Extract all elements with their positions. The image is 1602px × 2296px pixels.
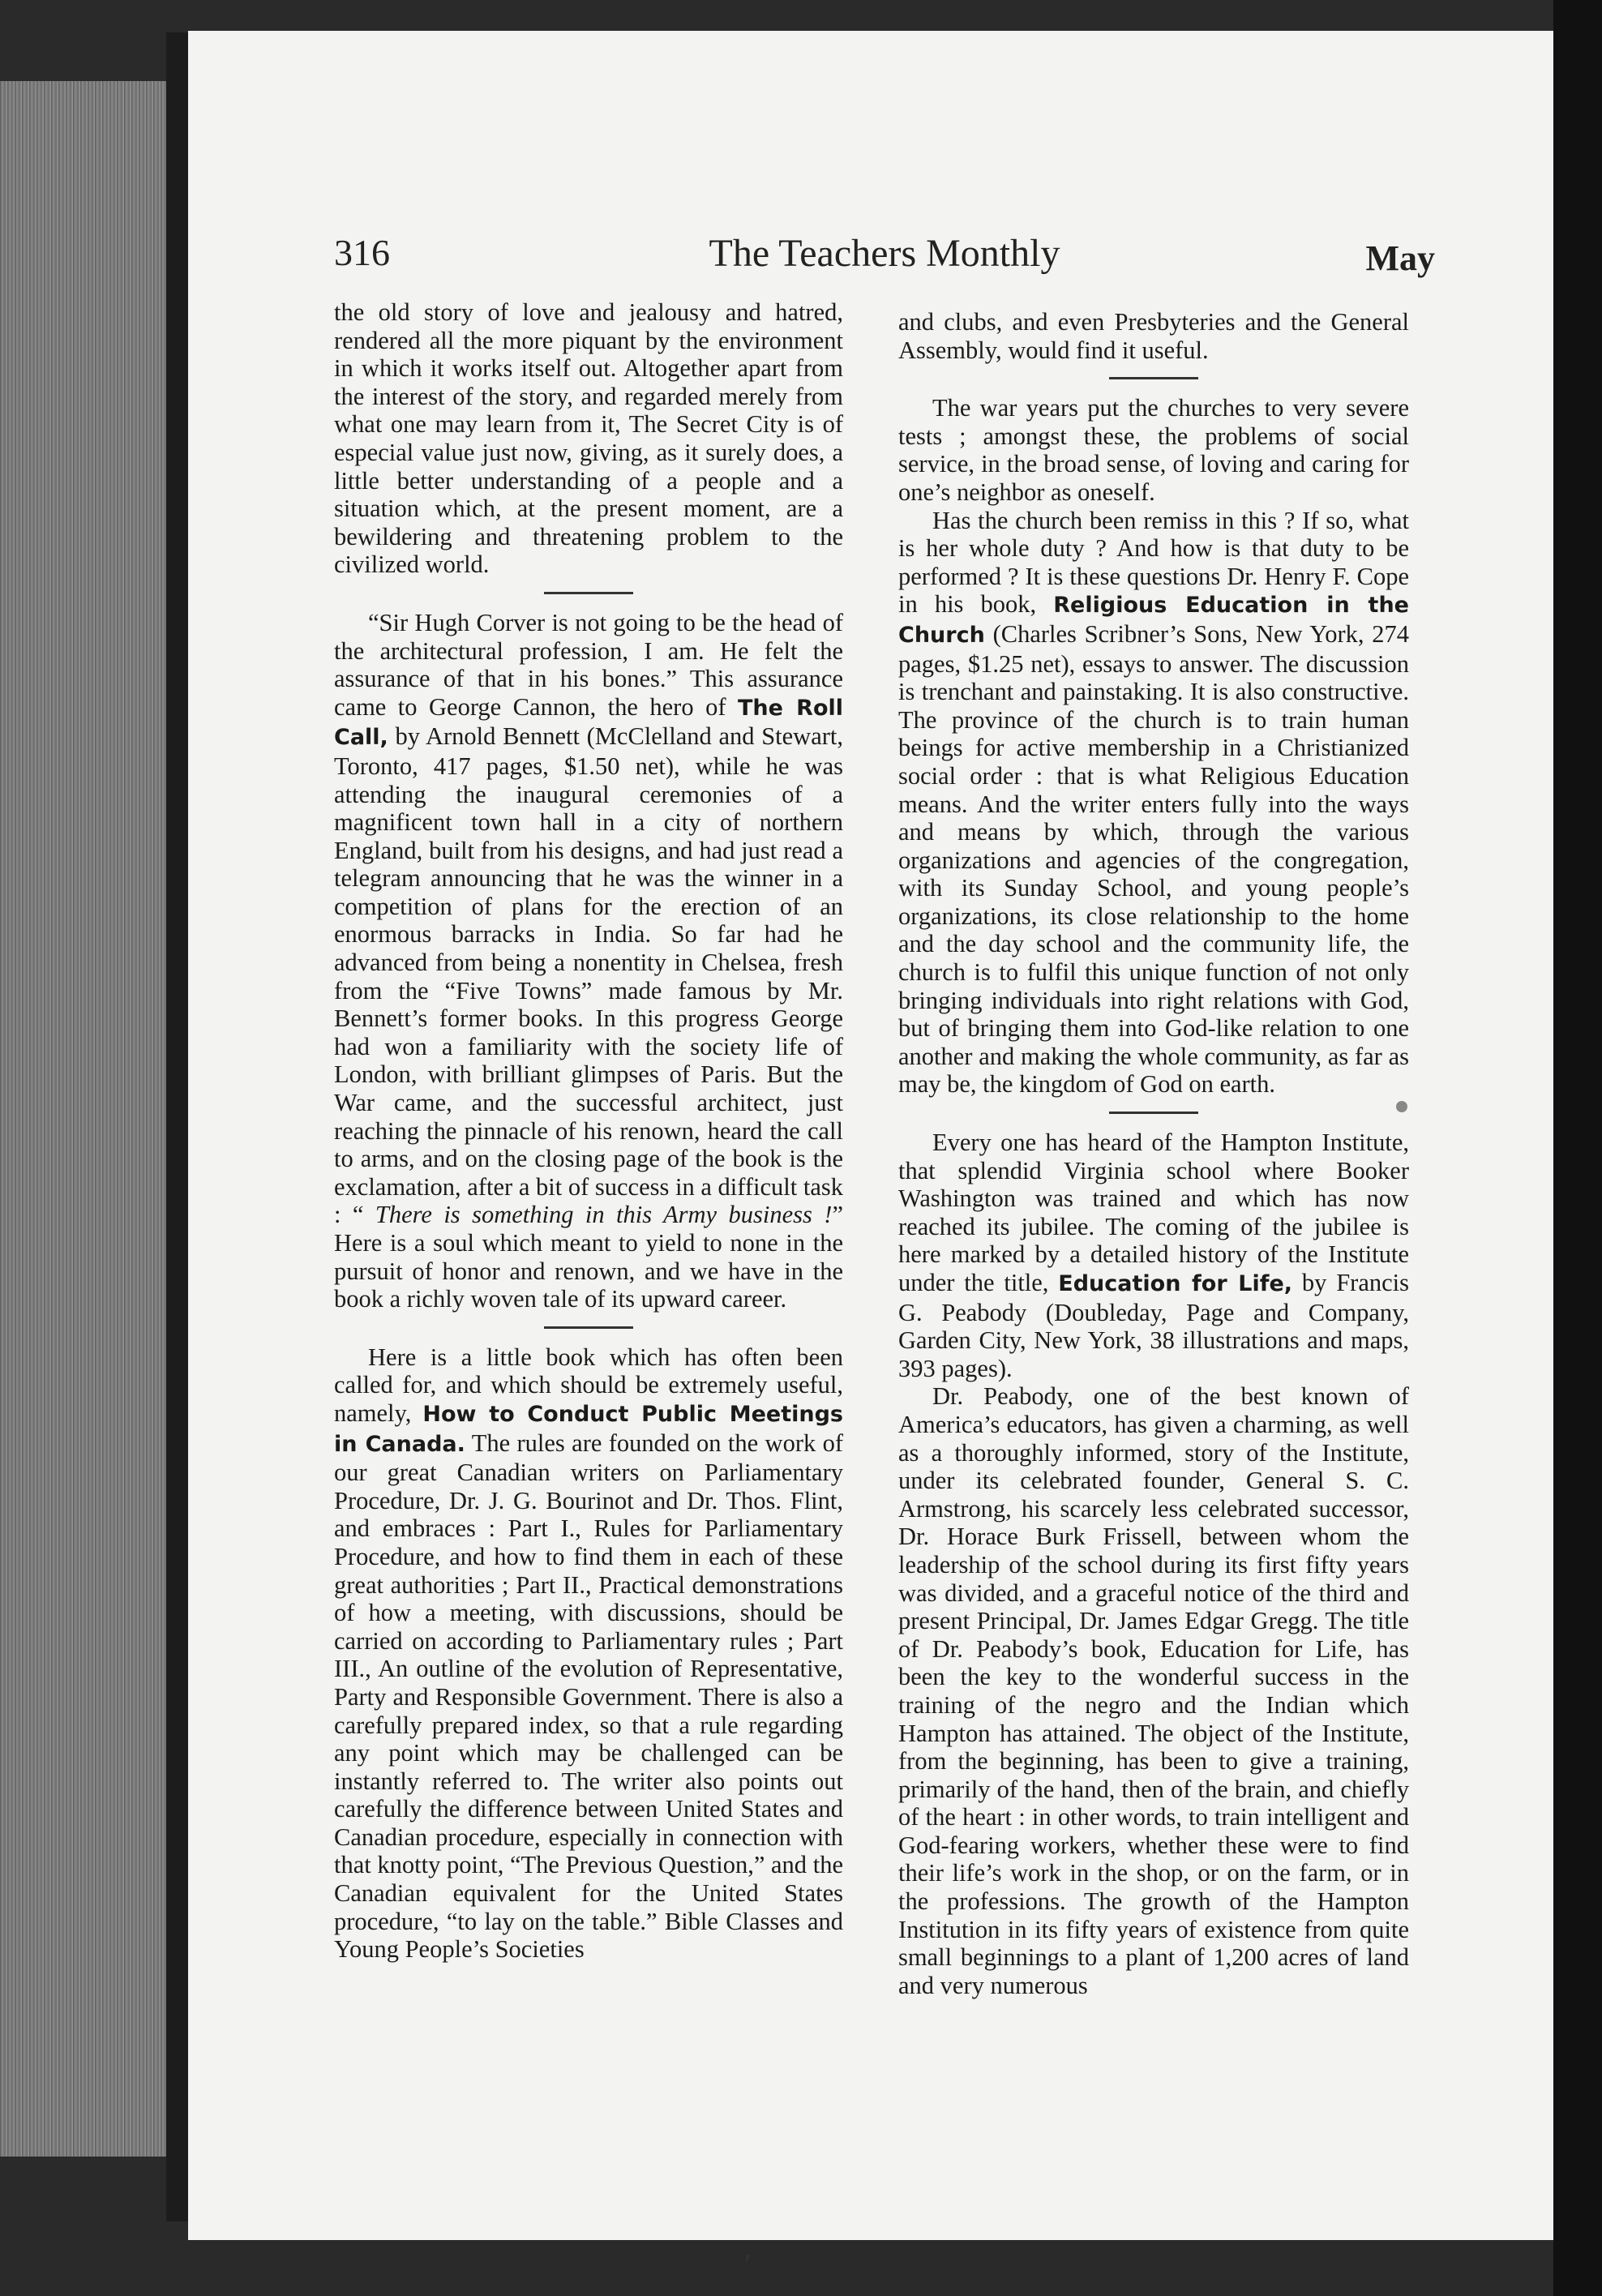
- section-divider: [544, 1326, 633, 1329]
- hampton-paragraph: Every one has heard of the Hampton Institute, that splendid Virginia school where Booker Washington was trained and which has now reached its jubilee. The coming of the jubilee is here marked by a detailed history of the Institute under the title, Education for Life, by Francis G. Peabody (Doubleday, Page and Company, Garden City, New York, 38 illustrations and maps, 393 pages).: [898, 1129, 1410, 1382]
- continuation-paragraph: and clubs, and even Presbyteries and the General Assembly, would find it useful.: [898, 308, 1409, 364]
- binding-shadow: [166, 32, 191, 2221]
- scan-mark: ′: [744, 2247, 752, 2283]
- section-divider: [1109, 1112, 1198, 1114]
- army-quote: There is something in this Army business !: [375, 1201, 833, 1229]
- book-page-edges: [0, 81, 166, 2157]
- issue-month: May: [1365, 238, 1435, 278]
- book-title-roll-call: The Roll Call,: [334, 695, 844, 751]
- war-years-paragraph: The war years put the churches to very severe tests ; amongst these, the problems of social service, in the broad sense, of loving and caring for one’s neighbor as oneself.: [898, 394, 1409, 506]
- left-column: [334, 298, 843, 1964]
- religious-education-paragraph: Has the church been remiss in this ? If so, what is her whole duty ? And how is that duty to be performed ? It is these questions Dr. Henry F. Cope in his book, Religious Education in the Church (Charles Scribner’s Sons, New York, 274 pages, $1.25 net), essays to answer. The discussion is trenchant and painstaking. It is also constructive. The province of the church is to train human beings for active membership in a Christianized social order : that is what Religious Education means. And the writer enters fully into the ways and means by which, through the various organizations and agencies of the congregation, with its Sunday School, and young people’s organizations, its close relationship to the home and the day school and the community life, the church is to fulfil this unique function of not only bringing individuals into right relations with God, but of bringing them into God-like relation to one another and making the whole community, as far as may be, the kingdom of God on earth.: [898, 506, 1409, 1099]
- public-meetings-paragraph: Here is a little book which has often been called for, and which should be extremely useful, namely, How to Conduct Public Meetings in Canada. The rules are founded on the work of our great Canadian writers on Parliamentary Procedure, Dr. J. G. Bourinot and Dr. Thos. Flint, and embraces : Part I., Rules for Parliamentary Procedure, and how to find them in each of these great authorities ; Part II., Practical demonstrations of how a meeting, with discussions, should be carried on according to Parliamentary rules ; Part III., An outline of the evolution of Representative, Party and Responsible Government. There is also a carefully prepared index, so that a rule regarding any point which may be challenged can be instantly referred to. The writer also points out carefully the difference between United States and Canadian procedure, especially in connection with that knotty point, “The Previous Question,” and the Canadian equivalent for the United States procedure, “to lay on the table.” Bible Classes and Young People’s Societies: [334, 1343, 844, 1964]
- right-column: [898, 308, 1409, 1999]
- section-divider: [544, 592, 633, 594]
- journal-title: The Teachers Monthly: [709, 232, 1060, 275]
- book-title-education-for-life: Education for Life,: [1058, 1271, 1293, 1296]
- section-divider: [1109, 377, 1198, 379]
- page-number: 316: [334, 232, 390, 273]
- book-title-religious-education: Religious Education in the Church: [898, 593, 1409, 648]
- scan-background-right: [1553, 0, 1602, 2296]
- roll-call-paragraph: “Sir Hugh Corver is not going to be the head of the architectural profession, I am. He felt the assurance of that in his bones.” This assurance came to George Cannon, the hero of The Roll Call, by Arnold Bennett (McClelland and Stewart, Toronto, 417 pages, $1.50 net), while he was attending the inaugural ceremonies of a magnificent town hall in a city of northern England, built from his designs, and had just read a telegram announcing that he was the winner in a competition of plans for the erection of an enormous barracks in India. So far had he advanced from being a nonentity in Chelsea, fresh from the “Five Towns” made famous by Mr. Bennett’s former books. In this progress George had won a familiarity with the society life of London, with brilliant glimpses of Paris. But the War came, and the successful architect, just reaching the pinnacle of his renown, heard the call to arms, and on the closing page of the book is the exclamation, after a bit of success in a difficult task : “ There is something in this Army business !” Here is a soul which meant to yield to none in the pursuit of honor and renown, and we have in the book a richly woven tale of its upward career.: [334, 608, 844, 1313]
- secret-city-paragraph: the old story of love and jealousy and hatred, rendered all the more piquant by the environment in which it works itself out. Altogether apart from the interest of the story, and regarded merely from what one may learn from it, The Secret City is of especial value just now, giving, as it surely does, a little better understanding of a people and a situation which, at the present moment, are a bewildering and threatening problem to the civilized world.: [334, 298, 843, 579]
- running-header: [334, 231, 1435, 288]
- scan-speck: [1396, 1101, 1407, 1112]
- peabody-paragraph: Dr. Peabody, one of the best known of America’s educators, has given a charming, as well as a thoroughly informed, story of the Institute, under its celebrated founder, General S. C. Armstrong, his scarcely less celebrated successor, Dr. Horace Burk Frissell, between whom the leadership of the school during its first fifty years was divided, and a graceful notice of the third and present Principal, Dr. James Edgar Gregg. The title of Dr. Peabody’s book, Education for Life, has been the key to the wonderful success in the training of the negro and the Indian which Hampton has attained. The object of the Institute, from the beginning, has been to give a training, primarily of the hand, then of the brain, and chiefly of the heart : in other words, to train intelligent and God-fearing workers, whether these were to find their life’s work in the shop, or on the farm, or in the professions. The growth of the Hampton Institution in its fifty years of existence from quite small beginnings to a plant of 1,200 acres of land and very numerous: [898, 1382, 1409, 1999]
- book-title-public-meetings: How to Conduct Public Meetings in Canada.: [334, 1401, 843, 1457]
